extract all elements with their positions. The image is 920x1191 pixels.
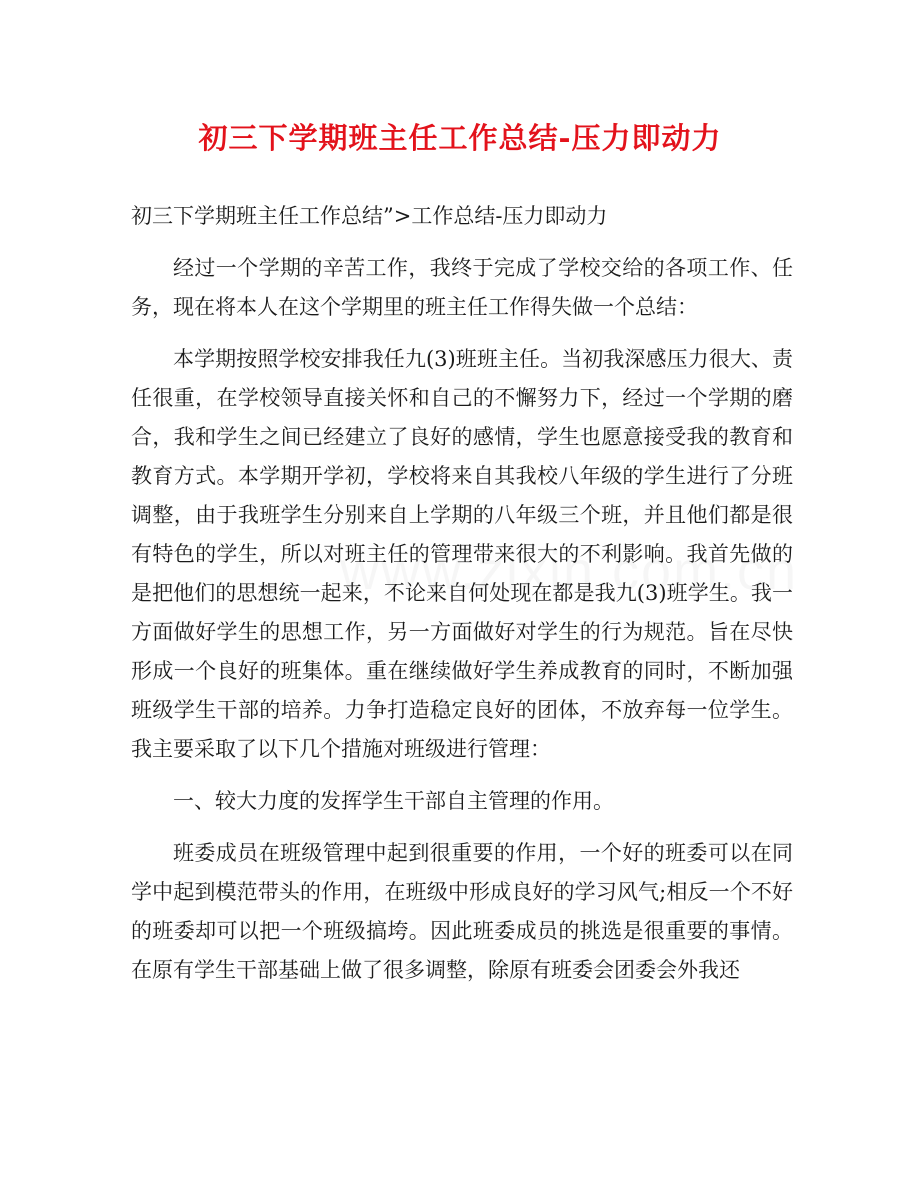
paragraph-intro: 经过一个学期的辛苦工作，我终于完成了学校交给的各项工作、任务，现在将本人在这个学期里的班主任工作得失做一个总结： — [131, 256, 793, 319]
paragraph-section-heading: 一、较大力度的发挥学生干部自主管理的作用。 — [173, 789, 614, 813]
document-title: 初三下学期班主任工作总结-压力即动力 — [198, 121, 722, 155]
paragraph-class-overview: 本学期按照学校安排我任九(3)班班主任。当初我深感压力很大、责任很重，在学校领导直接关怀和自己的不懈努力下，经过一个学期的磨合，我和学生之间已经建立了良好的感情，学生也愿意接受我的教育和教育方式。本学期开学初，学校将来自其我校八年级的学生进行了分班调整，由于我班学生分别来自上学期的八年级三个班，并且他们都是很有特色的学生，所以对班主任的管理带来很大的不利影响。我首先做的是把他们的思想统一起来，不论来自何处现在都是我九(3)班学生。我一方面做好学生的思想工作，另一方面做好对学生的行为规范。旨在尽快形成一个良好的班集体。重在继续做好学生养成教育的同时，不断加强班级学生干部的培养。力争打造稳定良好的团体，不放弃每一位学生。我主要采取了以下几个措施对班级进行管理： — [131, 347, 793, 761]
document-subtitle: 初三下学期班主任工作总结”>工作总结-压力即动力 — [131, 204, 608, 228]
document-body — [131, 197, 793, 990]
paragraph-class-committee: 班委成员在班级管理中起到很重要的作用，一个好的班委可以在同学中起到模范带头的作用，在班级中形成良好的学习风气;相反一个不好的班委却可以把一个班级搞垮。因此班委成员的挑选是很重要的事情。在原有学生干部基础上做了很多调整，除原有班委会团委会外我还 — [131, 841, 793, 982]
